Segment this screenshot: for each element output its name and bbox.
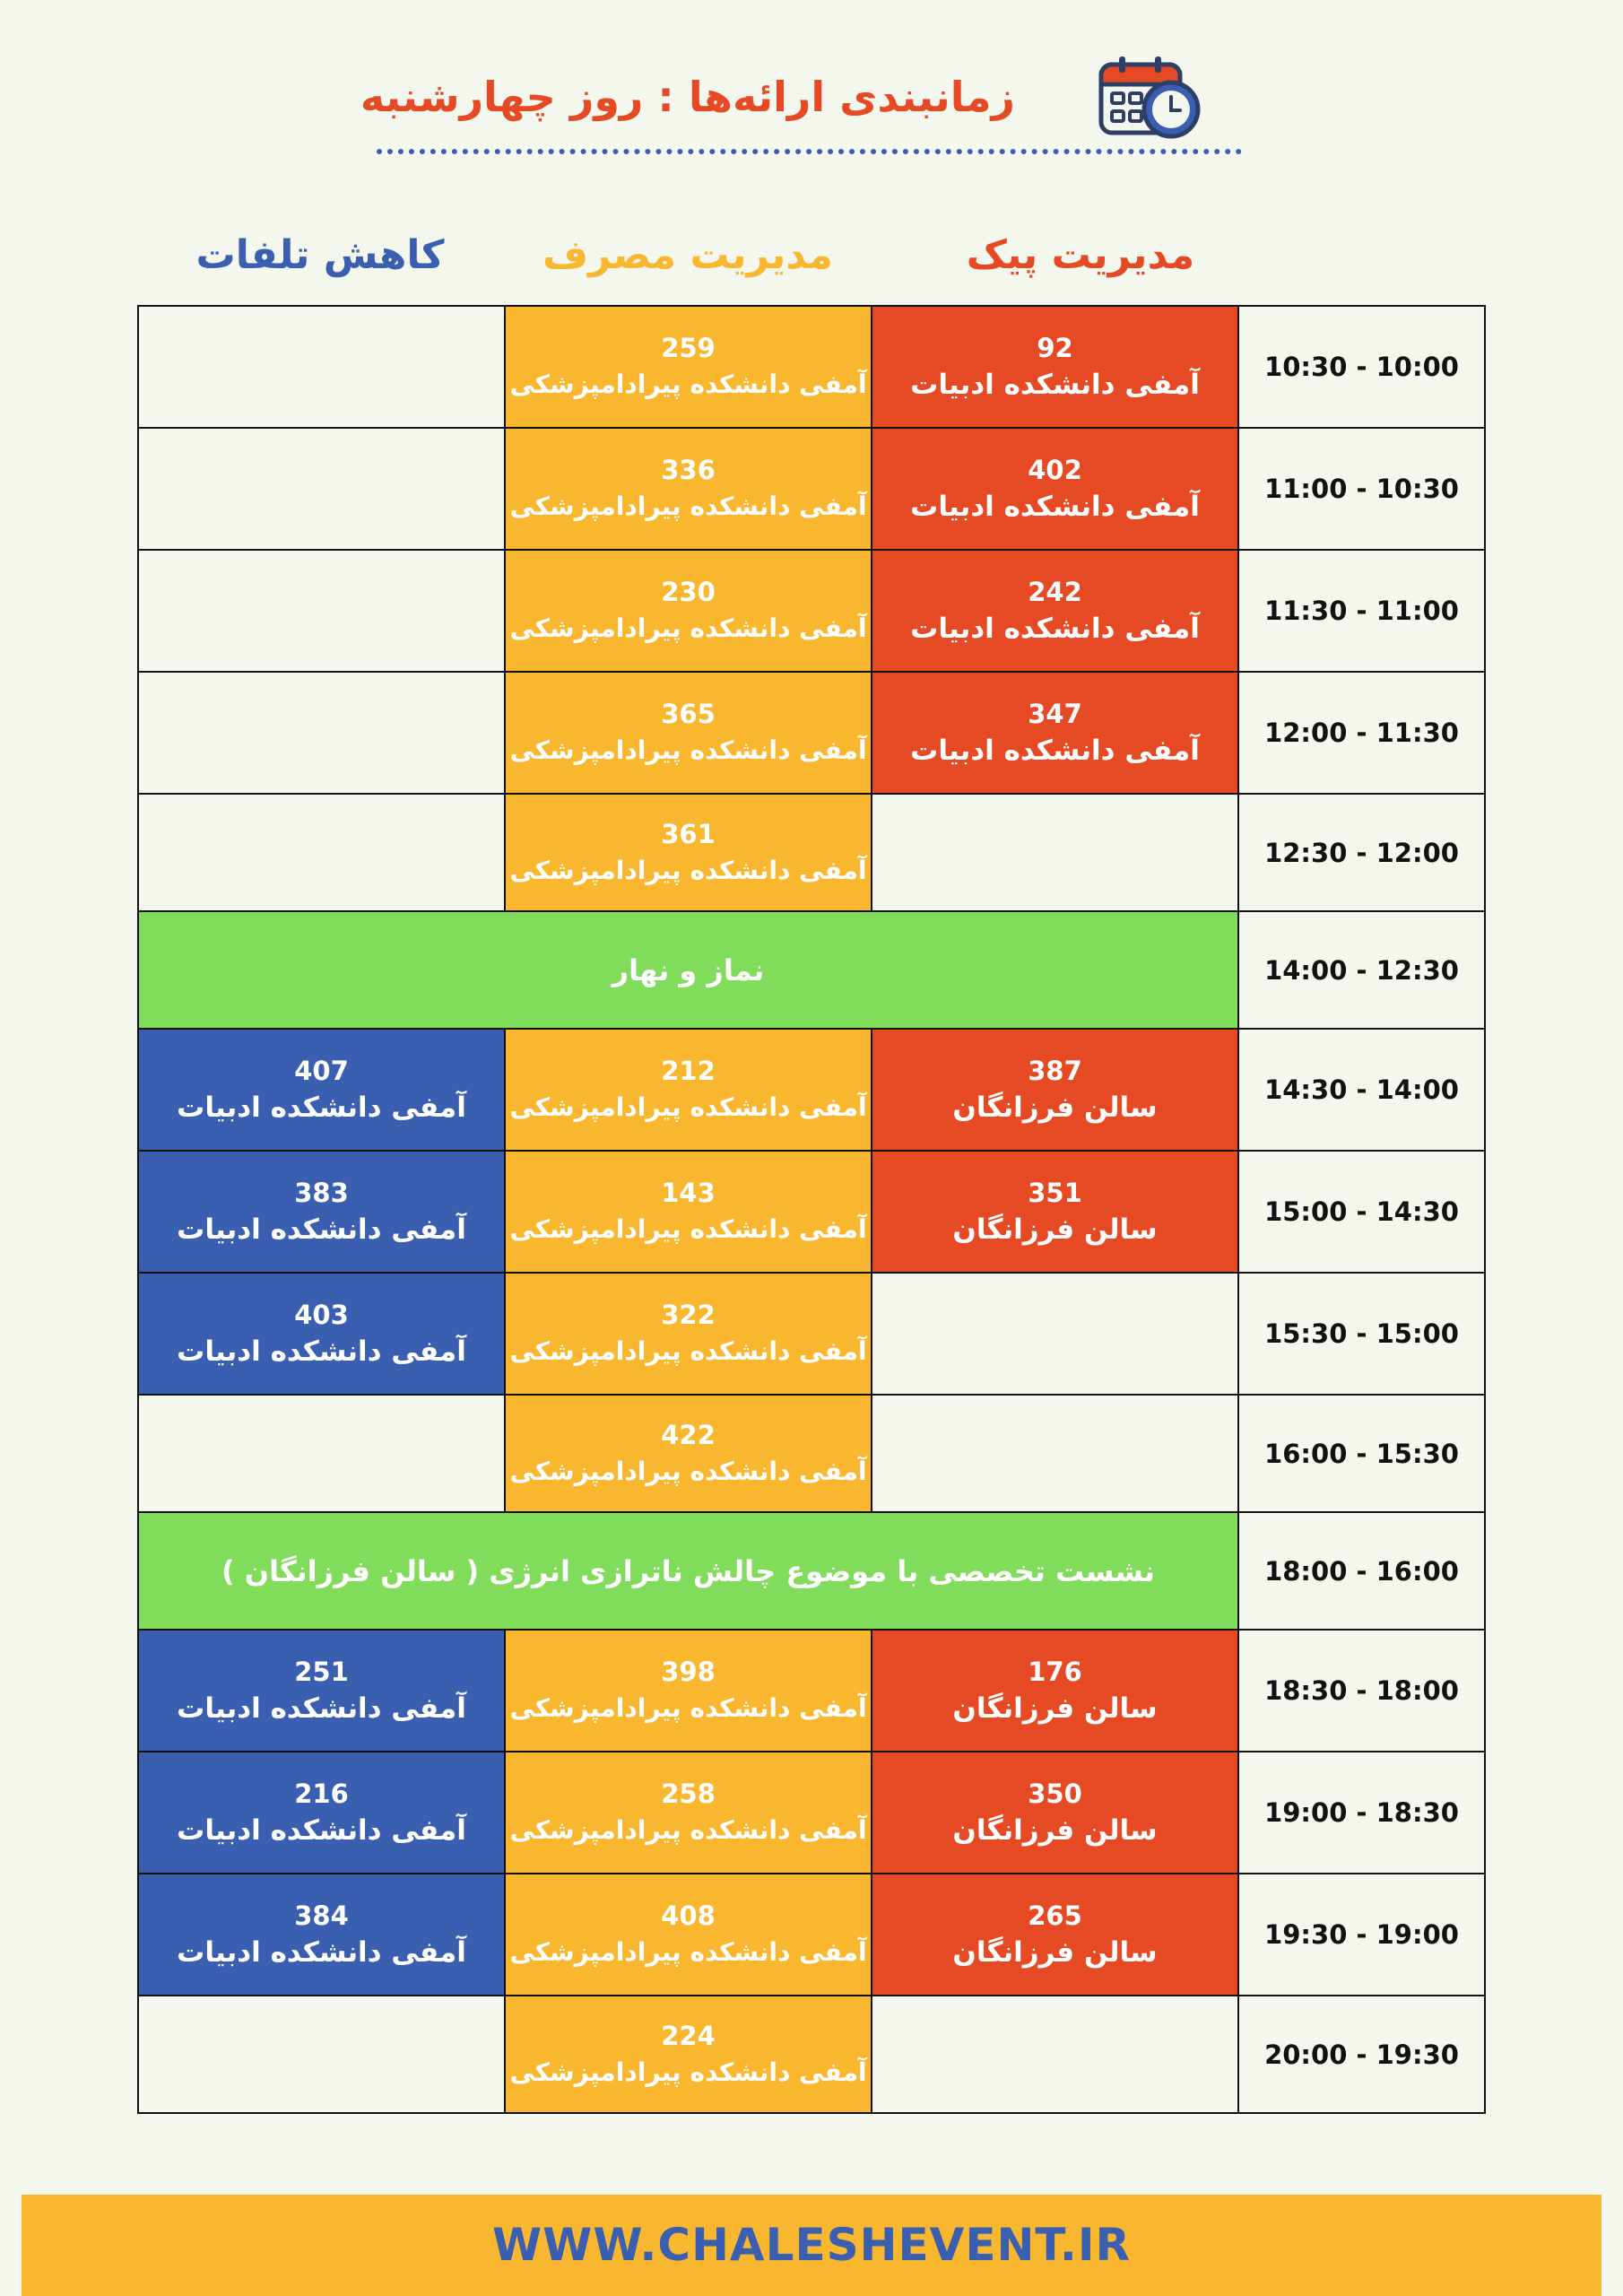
session-location: آمفی دانشکده پیرادامپزشکی — [509, 1092, 867, 1122]
peak-session-cell — [872, 1029, 1238, 1151]
consumption-session-cell — [505, 672, 872, 794]
session-number: 422 — [661, 1419, 716, 1450]
session-location: آمفی دانشکده ادبیات — [177, 1213, 466, 1246]
schedule-row — [138, 911, 1485, 1029]
column-header-consumption: مدیریت مصرف — [542, 232, 834, 278]
time-slot: 12:30 - 14:00 — [1238, 911, 1485, 1029]
consumption-session-cell — [505, 428, 872, 550]
schedule-row — [138, 1029, 1485, 1151]
consumption-session-cell — [505, 306, 872, 428]
schedule-table — [137, 305, 1486, 2114]
session-location: آمفی دانشکده پیرادامپزشکی — [509, 2057, 867, 2087]
peak-session-cell — [872, 550, 1238, 672]
column-header-peak: مدیریت پیک — [966, 232, 1195, 278]
session-location: آمفی دانشکده پیرادامپزشکی — [509, 1937, 867, 1967]
column-header-loss: کاهش تلفات — [195, 232, 445, 278]
empty-cell — [138, 1996, 505, 2113]
session-number: 322 — [661, 1300, 716, 1330]
time-slot: 19:00 - 19:30 — [1238, 1874, 1485, 1996]
peak-session-cell — [872, 672, 1238, 794]
empty-cell — [872, 1996, 1238, 2113]
session-number: 92 — [1037, 333, 1073, 363]
session-location: آمفی دانشکده ادبیات — [910, 491, 1200, 523]
session-number: 407 — [294, 1056, 349, 1086]
session-location: آمفی دانشکده پیرادامپزشکی — [509, 855, 867, 885]
peak-session-cell — [872, 428, 1238, 550]
consumption-session-cell — [505, 1273, 872, 1395]
consumption-session-cell — [505, 550, 872, 672]
session-number: 242 — [1028, 577, 1082, 607]
calendar-clock-icon — [1096, 54, 1203, 140]
consumption-session-cell — [505, 1029, 872, 1151]
time-slot: 15:00 - 15:30 — [1238, 1273, 1485, 1395]
consumption-session-cell — [505, 1996, 872, 2113]
session-location: آمفی دانشکده ادبیات — [910, 369, 1200, 401]
loss-session-cell — [138, 1151, 505, 1273]
session-location: آمفی دانشکده پیرادامپزشکی — [509, 1214, 867, 1244]
loss-session-cell — [138, 1630, 505, 1752]
session-location: سالن فرزانگان — [952, 1692, 1158, 1725]
time-slot: 18:30 - 19:00 — [1238, 1752, 1485, 1874]
empty-cell — [872, 794, 1238, 911]
peak-session-cell — [872, 1752, 1238, 1874]
session-location: سالن فرزانگان — [952, 1936, 1158, 1969]
time-slot: 11:00 - 11:30 — [1238, 550, 1485, 672]
schedule-row — [138, 794, 1485, 911]
time-slot: 11:30 - 12:00 — [1238, 672, 1485, 794]
empty-cell — [138, 306, 505, 428]
schedule-row — [138, 306, 1485, 428]
session-number: 265 — [1028, 1900, 1082, 1931]
empty-cell — [138, 672, 505, 794]
peak-session-cell — [872, 1874, 1238, 1996]
break-cell: نشست تخصصی با موضوع چالش ناترازی انرژی ( سالن فرزانگان ) — [138, 1512, 1238, 1630]
time-slot: 19:30 - 20:00 — [1238, 1996, 1485, 2113]
page-title: زمانبندی ارائه‌ها : روز چهارشنبه — [360, 73, 1015, 121]
session-number: 350 — [1028, 1779, 1082, 1809]
session-number: 212 — [661, 1056, 716, 1086]
time-slot: 10:30 - 11:00 — [1238, 428, 1485, 550]
loss-session-cell — [138, 1029, 505, 1151]
empty-cell — [872, 1273, 1238, 1395]
session-number: 336 — [661, 455, 716, 485]
page-header — [0, 54, 1623, 152]
session-location: سالن فرزانگان — [952, 1091, 1158, 1124]
consumption-session-cell — [505, 794, 872, 911]
consumption-session-cell — [505, 1874, 872, 1996]
session-number: 384 — [294, 1900, 349, 1931]
session-location: آمفی دانشکده پیرادامپزشکی — [509, 1815, 867, 1845]
session-number: 398 — [661, 1657, 716, 1687]
consumption-session-cell — [505, 1151, 872, 1273]
loss-session-cell — [138, 1752, 505, 1874]
session-location: آمفی دانشکده پیرادامپزشکی — [509, 491, 867, 521]
session-location: آمفی دانشکده ادبیات — [177, 1814, 466, 1847]
time-slot: 16:00 - 18:00 — [1238, 1512, 1485, 1630]
session-number: 361 — [661, 818, 716, 849]
schedule-row — [138, 672, 1485, 794]
session-location: آمفی دانشکده پیرادامپزشکی — [509, 370, 867, 399]
time-slot: 14:00 - 14:30 — [1238, 1029, 1485, 1151]
session-location: آمفی دانشکده ادبیات — [177, 1091, 466, 1124]
time-slot: 15:30 - 16:00 — [1238, 1395, 1485, 1512]
schedule-row — [138, 1874, 1485, 1996]
session-number: 347 — [1028, 699, 1082, 729]
schedule-row — [138, 1395, 1485, 1512]
empty-cell — [138, 794, 505, 911]
session-number: 251 — [294, 1657, 349, 1687]
session-location: آمفی دانشکده پیرادامپزشکی — [509, 735, 867, 765]
schedule-row — [138, 1512, 1485, 1630]
schedule-row — [138, 1151, 1485, 1273]
schedule-row — [138, 1752, 1485, 1874]
session-number: 403 — [294, 1300, 349, 1330]
session-number: 408 — [661, 1900, 716, 1931]
footer-url: WWW.CHALESHEVENT.IR — [22, 2195, 1601, 2296]
session-number: 365 — [661, 699, 716, 729]
schedule-row — [138, 428, 1485, 550]
schedule-row — [138, 1996, 1485, 2113]
loss-session-cell — [138, 1273, 505, 1395]
session-location: آمفی دانشکده ادبیات — [910, 613, 1200, 645]
time-slot: 10:00 - 10:30 — [1238, 306, 1485, 428]
session-location: آمفی دانشکده پیرادامپزشکی — [509, 1336, 867, 1366]
session-number: 387 — [1028, 1056, 1082, 1086]
schedule-row — [138, 550, 1485, 672]
empty-cell — [872, 1395, 1238, 1512]
session-number: 216 — [294, 1779, 349, 1809]
break-cell: نماز و نهار — [138, 911, 1238, 1029]
session-number: 143 — [661, 1178, 716, 1208]
peak-session-cell — [872, 1151, 1238, 1273]
consumption-session-cell — [505, 1395, 872, 1512]
consumption-session-cell — [505, 1630, 872, 1752]
session-location: آمفی دانشکده پیرادامپزشکی — [509, 1456, 867, 1486]
title-divider — [377, 149, 1242, 154]
session-location: آمفی دانشکده پیرادامپزشکی — [509, 1693, 867, 1723]
peak-session-cell — [872, 306, 1238, 428]
session-number: 259 — [661, 333, 716, 363]
peak-session-cell — [872, 1630, 1238, 1752]
session-number: 258 — [661, 1779, 716, 1809]
session-location: آمفی دانشکده ادبیات — [177, 1335, 466, 1368]
session-location: آمفی دانشکده پیرادامپزشکی — [509, 613, 867, 643]
session-location: آمفی دانشکده ادبیات — [910, 735, 1200, 767]
schedule-row — [138, 1630, 1485, 1752]
loss-session-cell — [138, 1874, 505, 1996]
time-slot: 14:30 - 15:00 — [1238, 1151, 1485, 1273]
session-number: 224 — [661, 2020, 716, 2051]
empty-cell — [138, 550, 505, 672]
empty-cell — [138, 428, 505, 550]
session-number: 351 — [1028, 1178, 1082, 1208]
empty-cell — [138, 1395, 505, 1512]
consumption-session-cell — [505, 1752, 872, 1874]
session-location: سالن فرزانگان — [952, 1213, 1158, 1246]
session-location: آمفی دانشکده ادبیات — [177, 1936, 466, 1969]
time-slot: 18:00 - 18:30 — [1238, 1630, 1485, 1752]
session-location: سالن فرزانگان — [952, 1814, 1158, 1847]
session-location: آمفی دانشکده ادبیات — [177, 1692, 466, 1725]
session-number: 402 — [1028, 455, 1082, 485]
schedule-row — [138, 1273, 1485, 1395]
session-number: 230 — [661, 577, 716, 607]
session-number: 383 — [294, 1178, 349, 1208]
time-slot: 12:00 - 12:30 — [1238, 794, 1485, 911]
session-number: 176 — [1028, 1657, 1082, 1687]
